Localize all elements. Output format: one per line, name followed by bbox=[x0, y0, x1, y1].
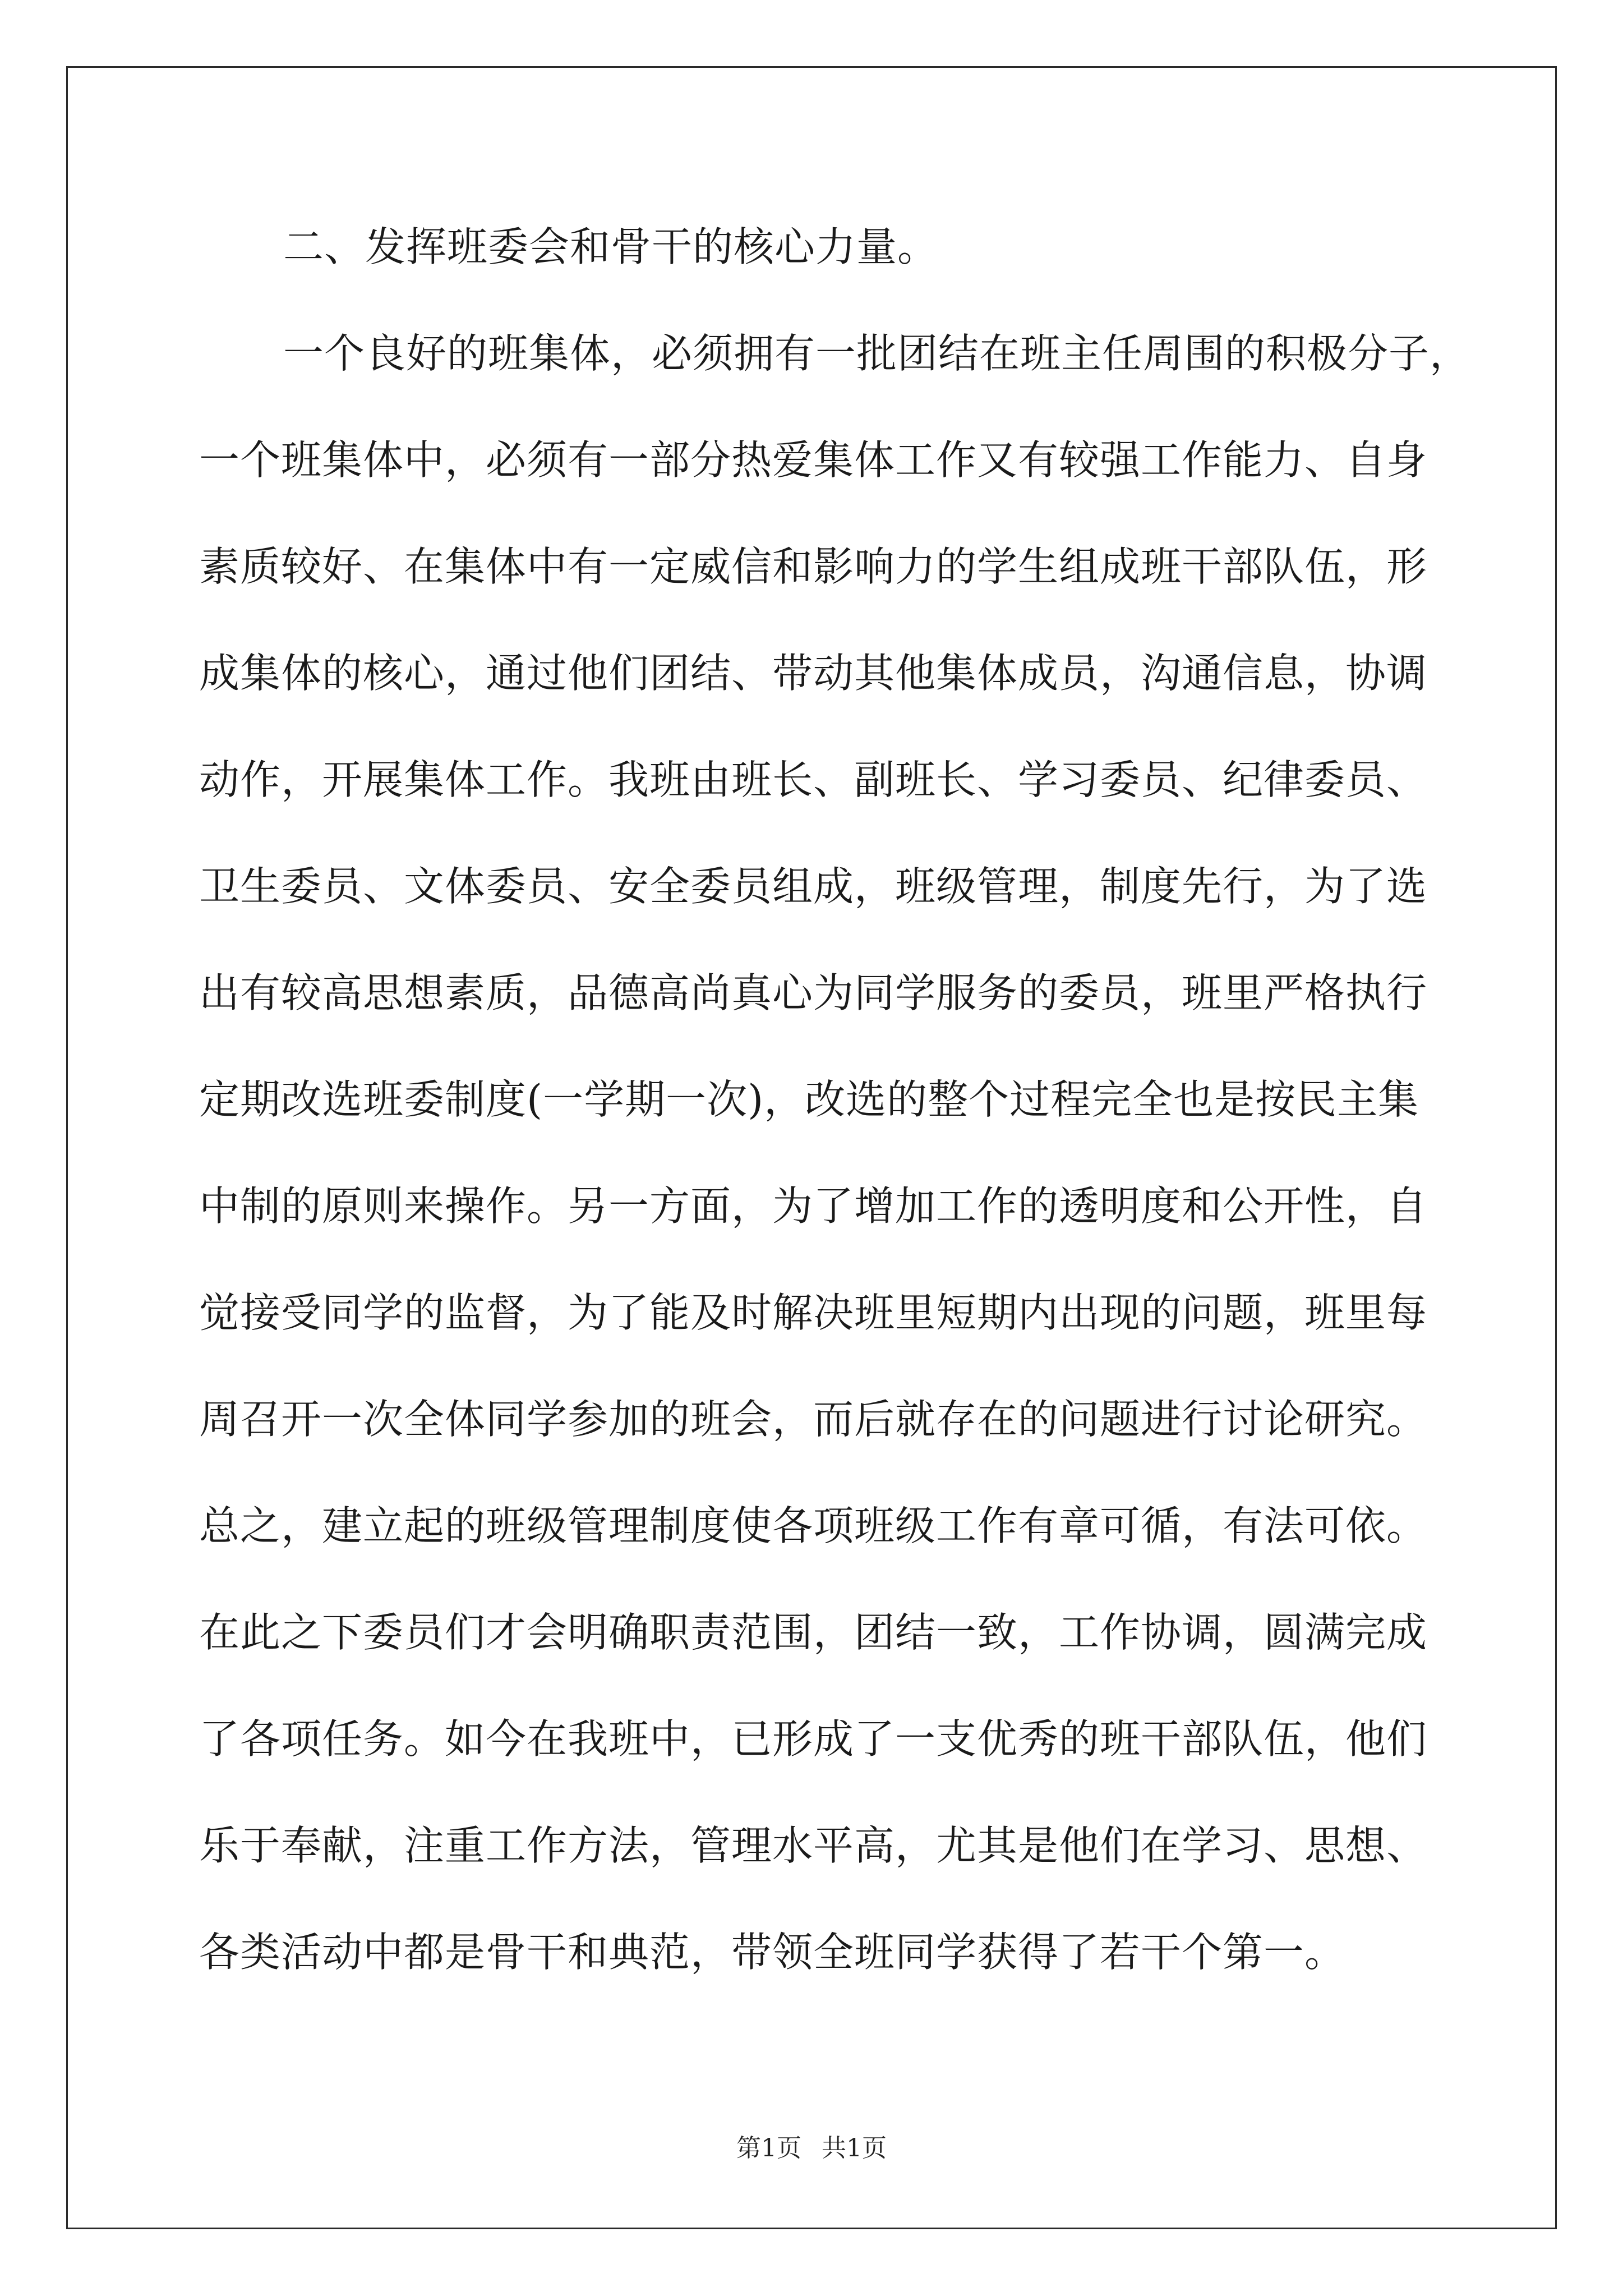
paragraph-line: 了各项任务。如今在我班中，已形成了一支优秀的班干部队伍，他们 bbox=[199, 1715, 1428, 1763]
paragraph-line: 中制的原则来操作。另一方面，为了增加工作的透明度和公开性，自 bbox=[199, 1182, 1428, 1230]
paragraph-line: 素质较好、在集体中有一定威信和影响力的学生组成班干部队伍，形 bbox=[199, 543, 1428, 590]
paragraph-line: 觉接受同学的监督，为了能及时解决班里短期内出现的问题，班里每 bbox=[199, 1289, 1428, 1336]
paragraph-line: 成集体的核心，通过他们团结、带动其他集体成员，沟通信息，协调 bbox=[199, 650, 1428, 697]
paragraph-line: 周召开一次全体同学参加的班会，而后就存在的问题进行讨论研究。 bbox=[199, 1396, 1428, 1443]
paragraph-line: 各类活动中都是骨干和典范，带领全班同学获得了若干个第一。 bbox=[199, 1929, 1346, 1976]
paragraph-line: 卫生委员、文体委员、安全委员组成，班级管理，制度先行，为了选 bbox=[199, 863, 1428, 910]
paragraph-line: 一个班集体中，必须有一部分热爱集体工作又有较强工作能力、自身 bbox=[199, 436, 1428, 484]
section-heading: 二、发挥班委会和骨干的核心力量。 bbox=[283, 223, 939, 270]
page-footer bbox=[0, 2132, 1623, 2165]
paragraph-line: 一个良好的班集体，必须拥有一批团结在班主任周围的积极分子， bbox=[283, 330, 1471, 377]
page-number-current: 第1页 bbox=[736, 2134, 801, 2162]
paragraph-line: 定期改选班委制度(一学期一次)，改选的整个过程完全也是按民主集 bbox=[199, 1076, 1419, 1123]
paragraph-line: 动作，开展集体工作。我班由班长、副班长、学习委员、纪律委员、 bbox=[199, 756, 1428, 803]
paragraph-line: 出有较高思想素质，品德高尚真心为同学服务的委员，班里严格执行 bbox=[199, 969, 1428, 1016]
paragraph-line: 乐于奉献，注重工作方法，管理水平高，尤其是他们在学习、思想、 bbox=[199, 1822, 1428, 1869]
page-number-total: 共1页 bbox=[822, 2134, 887, 2162]
paragraph-line: 总之，建立起的班级管理制度使各项班级工作有章可循，有法可依。 bbox=[199, 1502, 1428, 1549]
paragraph-line: 在此之下委员们才会明确职责范围，团结一致，工作协调，圆满完成 bbox=[199, 1609, 1428, 1656]
document-body bbox=[199, 222, 1471, 2033]
